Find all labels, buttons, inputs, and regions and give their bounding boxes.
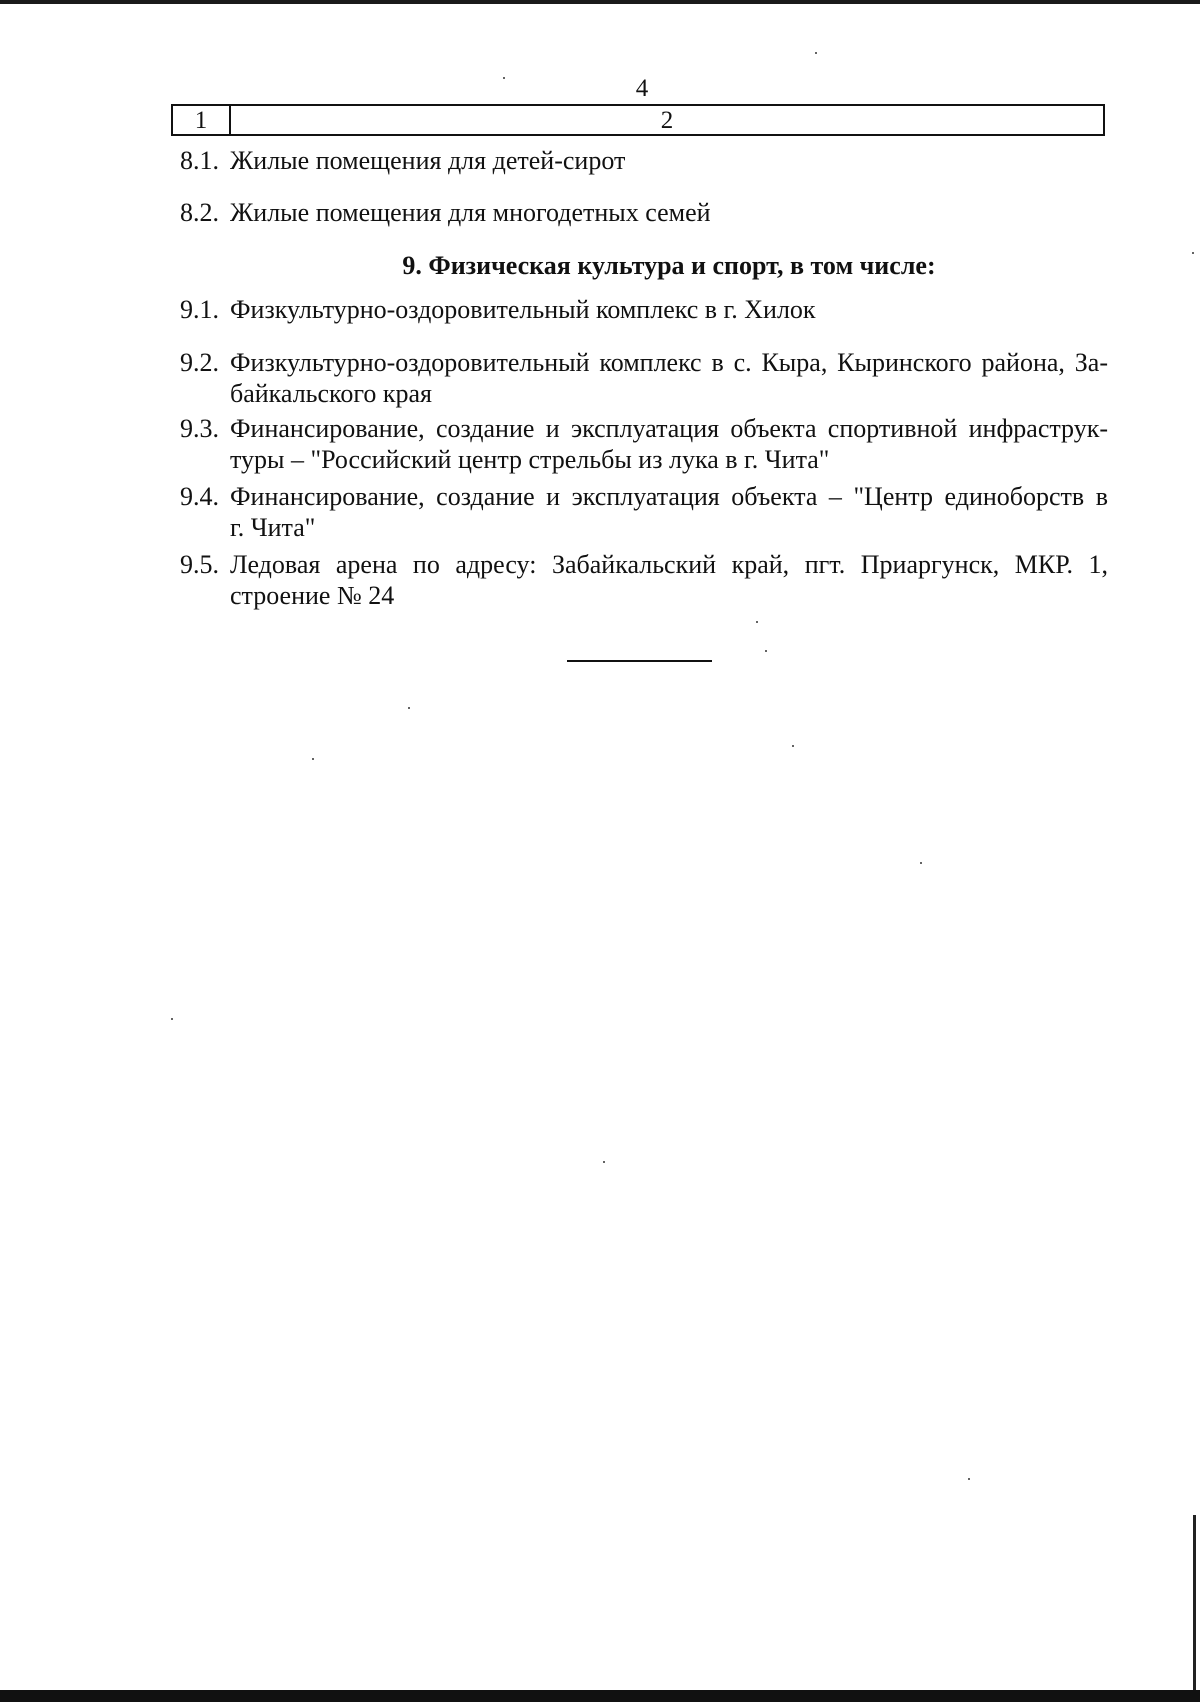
scan-speck xyxy=(503,77,505,79)
scan-speck xyxy=(408,707,410,709)
list-item-9-2 xyxy=(180,347,1108,409)
scan-edge-bottom xyxy=(0,1690,1200,1702)
item-number: 9.4. xyxy=(180,482,219,511)
scan-speck xyxy=(920,862,922,864)
scan-speck xyxy=(1192,252,1194,254)
item-text: Жилые помещения для многодетных семей xyxy=(230,198,711,227)
scan-speck xyxy=(603,1161,605,1163)
item-text xyxy=(230,413,1108,475)
scan-edge-right xyxy=(1193,1515,1196,1690)
item-number: 9.2. xyxy=(180,348,219,377)
scan-speck xyxy=(756,621,758,623)
item-text xyxy=(230,549,1108,611)
item-number: 9.3. xyxy=(180,414,219,443)
list-item-9-5 xyxy=(180,549,1108,611)
item-number: 8.2. xyxy=(180,198,219,227)
item-text xyxy=(230,481,1108,543)
scan-speck xyxy=(815,52,817,54)
section-heading: 9. Физическая культура и спорт, в том числе: xyxy=(402,251,936,280)
scan-speck xyxy=(171,1018,173,1020)
scan-edge-top xyxy=(0,0,1200,4)
list-item-9-1 xyxy=(180,294,1108,325)
column-header-table xyxy=(171,104,1105,136)
item-number: 8.1. xyxy=(180,146,219,175)
item-text-line: г. Чита" xyxy=(230,513,316,542)
item-text xyxy=(230,347,1108,409)
item-text-line: строение № 24 xyxy=(230,581,395,610)
item-text: Физкультурно-оздоровительный комплекс в г. Хилок xyxy=(230,295,816,324)
page-number: 4 xyxy=(635,75,649,102)
scan-speck xyxy=(765,650,767,652)
column-header-1: 1 xyxy=(173,106,231,134)
scan-speck xyxy=(792,745,794,747)
column-header-2: 2 xyxy=(660,107,674,134)
list-item-9-3 xyxy=(180,413,1108,475)
item-text-line: байкальского края xyxy=(230,379,433,408)
list-item-9-4 xyxy=(180,481,1108,543)
item-text-line: Физкультурно-оздоровительный комплекс в с. Кыра, Кыринского района, За- xyxy=(230,348,1108,377)
item-text: Жилые помещения для детей-сирот xyxy=(230,146,626,175)
item-number: 9.1. xyxy=(180,295,219,324)
end-rule xyxy=(567,660,712,662)
item-text-line: Финансирование, создание и эксплуатация объекта спортивной инфраструк- xyxy=(230,414,1108,443)
scan-speck xyxy=(968,1478,970,1480)
scan-speck xyxy=(312,758,314,760)
item-number: 9.5. xyxy=(180,550,219,579)
list-item-8-2 xyxy=(180,197,1108,228)
item-text-line: Ледовая арена по адресу: Забайкальский край, пгт. Приаргунск, МКР. 1, xyxy=(230,550,1108,579)
item-text-line: туры – "Российский центр стрельбы из лука в г. Чита" xyxy=(230,445,830,474)
item-text-line: Финансирование, создание и эксплуатация объекта – "Центр единоборств в xyxy=(230,482,1108,511)
list-item-8-1 xyxy=(180,145,1108,176)
